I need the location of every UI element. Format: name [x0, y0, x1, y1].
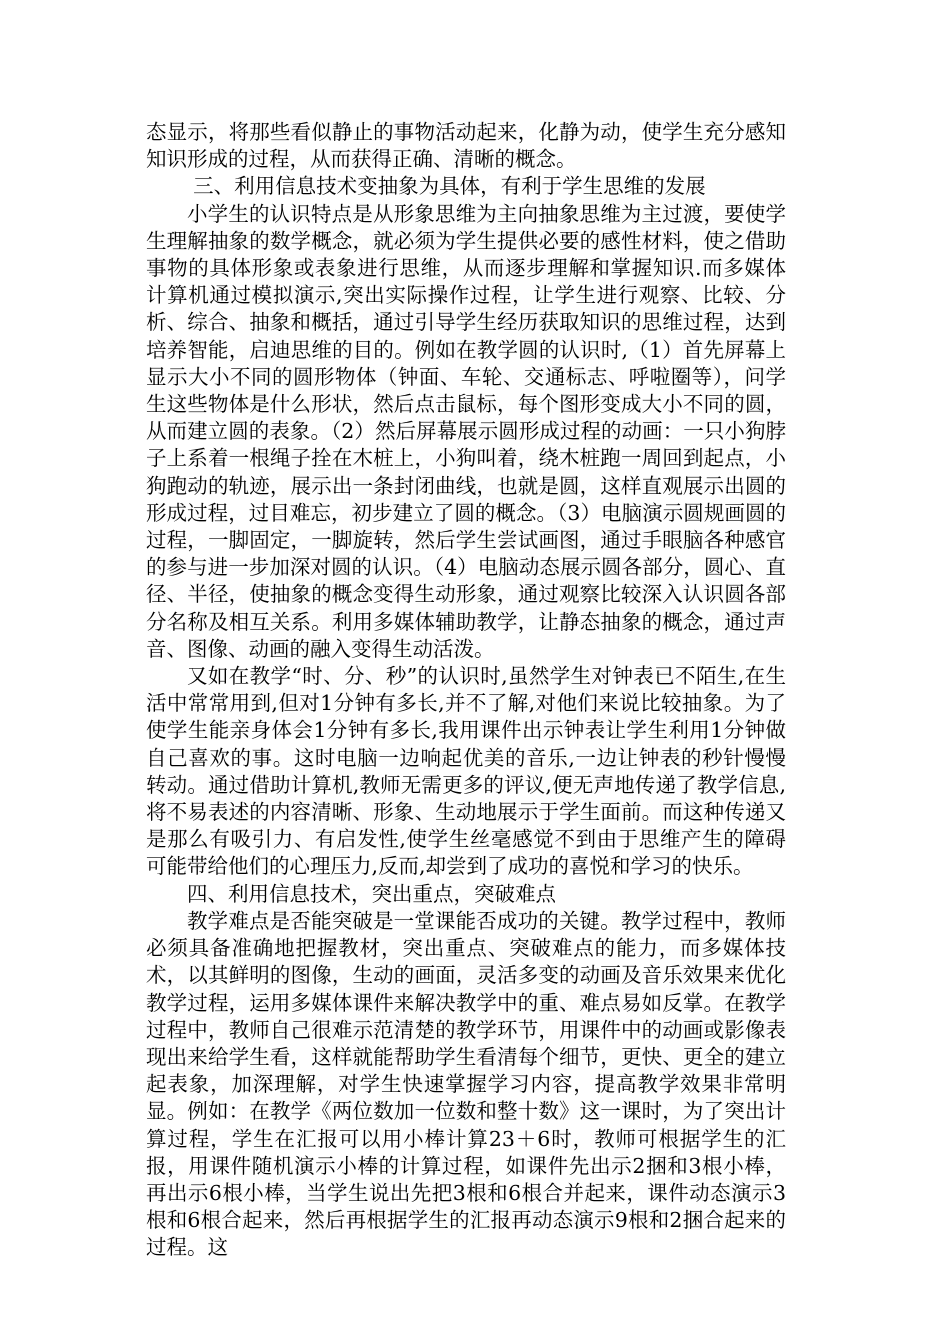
- section-heading-four: 四、利用信息技术，突出重点，突破难点: [187, 881, 556, 906]
- paragraph-clock-example: 又如在教学“时、分、秒”的认识时,虽然学生对钟表已不陌生,在生活中常常用到,但对1分钟有多长,并不了解,对他们来说比较抽象。为了使学生能亲身体会1分钟有多长,我用课件出示钟表让学生利用1分钟做自己喜欢的事。这时电脑一边响起优美的音乐,一边让钟表的秒针慢慢转动。通过借助计算机,教师无需更多的评议,便无声地传递了教学信息,将不易表述的内容清晰、形象、生动地展示于学生面前。而这种传递又是那么有吸引力、有启发性,使学生丝毫感觉不到由于思维产生的障碍可能带给他们的心理压力,反而,却尝到了成功的喜悦和学习的快乐。: [146, 664, 786, 879]
- paragraph-key-points: 教学难点是否能突破是一堂课能否成功的关键。教学过程中，教师必须具备准确地把握教材，突出重点、突破难点的能力，而多媒体技术，以其鲜明的图像，生动的画面，灵活多变的动画及音乐效果来优化教学过程，运用多媒体课件来解决教学中的重、难点易如反掌。在教学过程中，教师自己很难示范清楚的教学环节，用课件中的动画或影像表现出来给学生看，这样就能帮助学生看清每个细节，更快、更全的建立起表象，加深理解，对学生快速掌握学习内容，提高教学效果非常明显。例如：在教学《两位数加一位数和整十数》这一课时，为了突出计算过程，学生在汇报可以用小棒计算23＋6时，教师可根据学生的汇报，用课件随机演示小棒的计算过程，如课件先出示2捆和3根小棒，再出示6根小棒，当学生说出先把3根和6根合并起来，课件动态演示3根和6根合起来，然后再根据学生的汇报再动态演示9根和2捆合起来的过程。这: [146, 908, 786, 1260]
- paragraph-continuation: 态显示，将那些看似静止的事物活动起来，化静为动，使学生充分感知知识形成的过程，从而获得正确、清晰的概念。: [146, 120, 786, 172]
- section-heading-three: 三、利用信息技术变抽象为具体，有利于学生思维的发展: [193, 174, 706, 199]
- paragraph-circle-example: 小学生的认识特点是从形象思维为主向抽象思维为主过渡，要使学生理解抽象的数学概念，就必须为学生提供必要的感性材料，使之借助事物的具体形象或表象进行思维，从而逐步理解和掌握知识.而多媒体计算机通过模拟演示,突出实际操作过程，让学生进行观察、比较、分析、综合、抽象和概括，通过引导学生经历获取知识的思维过程，达到培养智能，启迪思维的目的。例如在教学圆的认识时,（1）首先屏幕上显示大小不同的圆形物体（钟面、车轮、交通标志、呼啦圈等），问学生这些物体是什么形状，然后点击鼠标，每个图形变成大小不同的圆，从而建立圆的表象。（2）然后屏幕展示圆形成过程的动画：一只小狗脖子上系着一根绳子拴在木桩上，小狗叫着，绕木桩跑一周回到起点，小狗跑动的轨迹，展示出一条封闭曲线，也就是圆，这样直观展示出圆的形成过程，过目难忘，初步建立了圆的概念。（3）电脑演示圆规画圆的过程，一脚固定，一脚旋转，然后学生尝试画图，通过手眼脑各种感官的参与进一步加深对圆的认识。（4）电脑动态展示圆各部分，圆心、直径、半径，使抽象的概念变得生动形象，通过观察比较深入认识圆各部分名称及相互关系。利用多媒体辅助教学，让静态抽象的概念，通过声音、图像、动画的融入变得生动活泼。: [146, 201, 786, 661]
- document-page: [146, 119, 786, 1262]
